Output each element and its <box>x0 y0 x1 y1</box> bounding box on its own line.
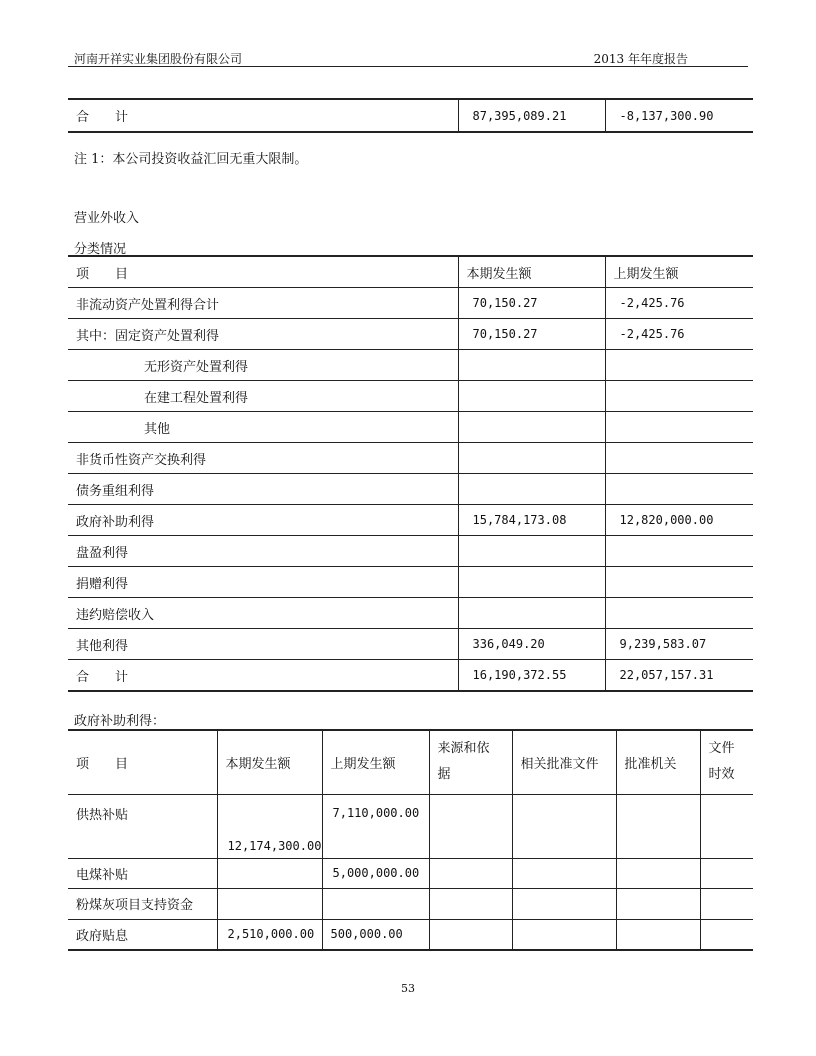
table-header-row <box>68 256 753 288</box>
row-label: 违约赔偿收入 <box>68 598 458 629</box>
row-previous <box>605 598 753 629</box>
row-current: 15,784,173.08 <box>458 505 605 536</box>
row-current <box>217 888 322 919</box>
table-row <box>68 288 753 319</box>
row-current <box>217 858 322 888</box>
col-header-source: 来源和依 据 <box>429 730 512 794</box>
row-previous: -2,425.76 <box>605 319 753 350</box>
row-current: 70,150.27 <box>458 288 605 319</box>
table-total-row <box>68 660 753 692</box>
row-current <box>458 567 605 598</box>
subsection-title: 分类情况 <box>74 242 127 257</box>
row-current: 2,510,000.00 <box>217 919 322 950</box>
row-label: 债务重组利得 <box>68 474 458 505</box>
row-current: 12,174,300.00 <box>217 794 322 858</box>
page-number: 53 <box>401 982 415 995</box>
col-header-item: 项 目 <box>68 730 217 794</box>
row-label: 其他 <box>68 412 458 443</box>
row-label: 粉煤灰项目支持资金 <box>68 888 217 919</box>
total-previous: -8,137,300.90 <box>605 99 753 132</box>
row-previous: 5,000,000.00 <box>322 858 429 888</box>
row-previous <box>605 536 753 567</box>
row-label: 非流动资产处置利得合计 <box>68 288 458 319</box>
table-header-row <box>68 730 753 794</box>
total-label: 合 计 <box>76 110 129 125</box>
page-header <box>68 50 748 67</box>
non-operating-income-table <box>68 255 753 692</box>
report-title: 2013 年年度报告 <box>593 52 688 66</box>
row-previous: 7,110,000.00 <box>322 794 429 858</box>
table-row <box>68 888 753 919</box>
row-label: 合 计 <box>76 669 129 685</box>
table-row <box>68 629 753 660</box>
row-current <box>458 381 605 412</box>
row-previous: 500,000.00 <box>322 919 429 950</box>
col-header-current: 本期发生额 <box>217 730 322 794</box>
government-subsidy-table <box>68 729 753 951</box>
table-row <box>68 567 753 598</box>
row-label: 在建工程处置利得 <box>68 381 458 412</box>
investment-income-total-table <box>68 98 753 133</box>
table-row <box>68 474 753 505</box>
table-row <box>68 505 753 536</box>
col-header-approval-authority: 批准机关 <box>616 730 700 794</box>
row-current <box>458 474 605 505</box>
col-header-previous: 上期发生额 <box>605 256 753 288</box>
row-current <box>458 536 605 567</box>
row-label: 盘盈利得 <box>68 536 458 567</box>
col-header-current: 本期发生额 <box>458 256 605 288</box>
col-header-item: 项 目 <box>68 256 458 288</box>
total-current: 87,395,089.21 <box>458 99 605 132</box>
table-row <box>68 350 753 381</box>
row-current: 70,150.27 <box>458 319 605 350</box>
row-previous: 9,239,583.07 <box>605 629 753 660</box>
col-header-previous: 上期发生额 <box>322 730 429 794</box>
row-label: 供热补贴 <box>68 794 217 858</box>
table-row <box>68 919 753 950</box>
table-row <box>68 443 753 474</box>
row-current <box>458 598 605 629</box>
row-previous: 22,057,157.31 <box>605 660 753 692</box>
table-row <box>68 381 753 412</box>
col-header-validity: 文件 时效 <box>700 730 753 794</box>
table-row <box>68 319 753 350</box>
row-label: 政府补助利得 <box>68 505 458 536</box>
company-name: 河南开祥实业集团股份有限公司 <box>74 52 243 66</box>
note-1: 注 1：本公司投资收益汇回无重大限制。 <box>74 152 308 167</box>
table-row <box>68 858 753 888</box>
row-previous: 12,820,000.00 <box>605 505 753 536</box>
row-label: 政府贴息 <box>76 928 129 944</box>
table-row <box>68 794 753 858</box>
table-row <box>68 99 753 132</box>
row-label: 捐赠利得 <box>68 567 458 598</box>
row-label: 其他利得 <box>68 629 458 660</box>
row-label: 非货币性资产交换利得 <box>68 443 458 474</box>
table-row <box>68 412 753 443</box>
row-current <box>458 412 605 443</box>
row-current: 336,049.20 <box>458 629 605 660</box>
row-previous <box>605 443 753 474</box>
row-current: 16,190,372.55 <box>458 660 605 692</box>
section-title: 营业外收入 <box>74 211 140 226</box>
col-header-approval-doc: 相关批准文件 <box>512 730 616 794</box>
table-row <box>68 598 753 629</box>
row-current <box>458 443 605 474</box>
row-label: 其中：固定资产处置利得 <box>68 319 458 350</box>
subsidy-title: 政府补助利得： <box>74 714 166 729</box>
row-previous <box>605 474 753 505</box>
row-previous <box>605 567 753 598</box>
row-current <box>458 350 605 381</box>
table-row <box>68 536 753 567</box>
row-label: 无形资产处置利得 <box>68 350 458 381</box>
row-previous <box>605 381 753 412</box>
row-previous <box>605 350 753 381</box>
row-previous <box>322 888 429 919</box>
row-previous: -2,425.76 <box>605 288 753 319</box>
row-label: 电煤补贴 <box>68 858 217 888</box>
row-previous <box>605 412 753 443</box>
